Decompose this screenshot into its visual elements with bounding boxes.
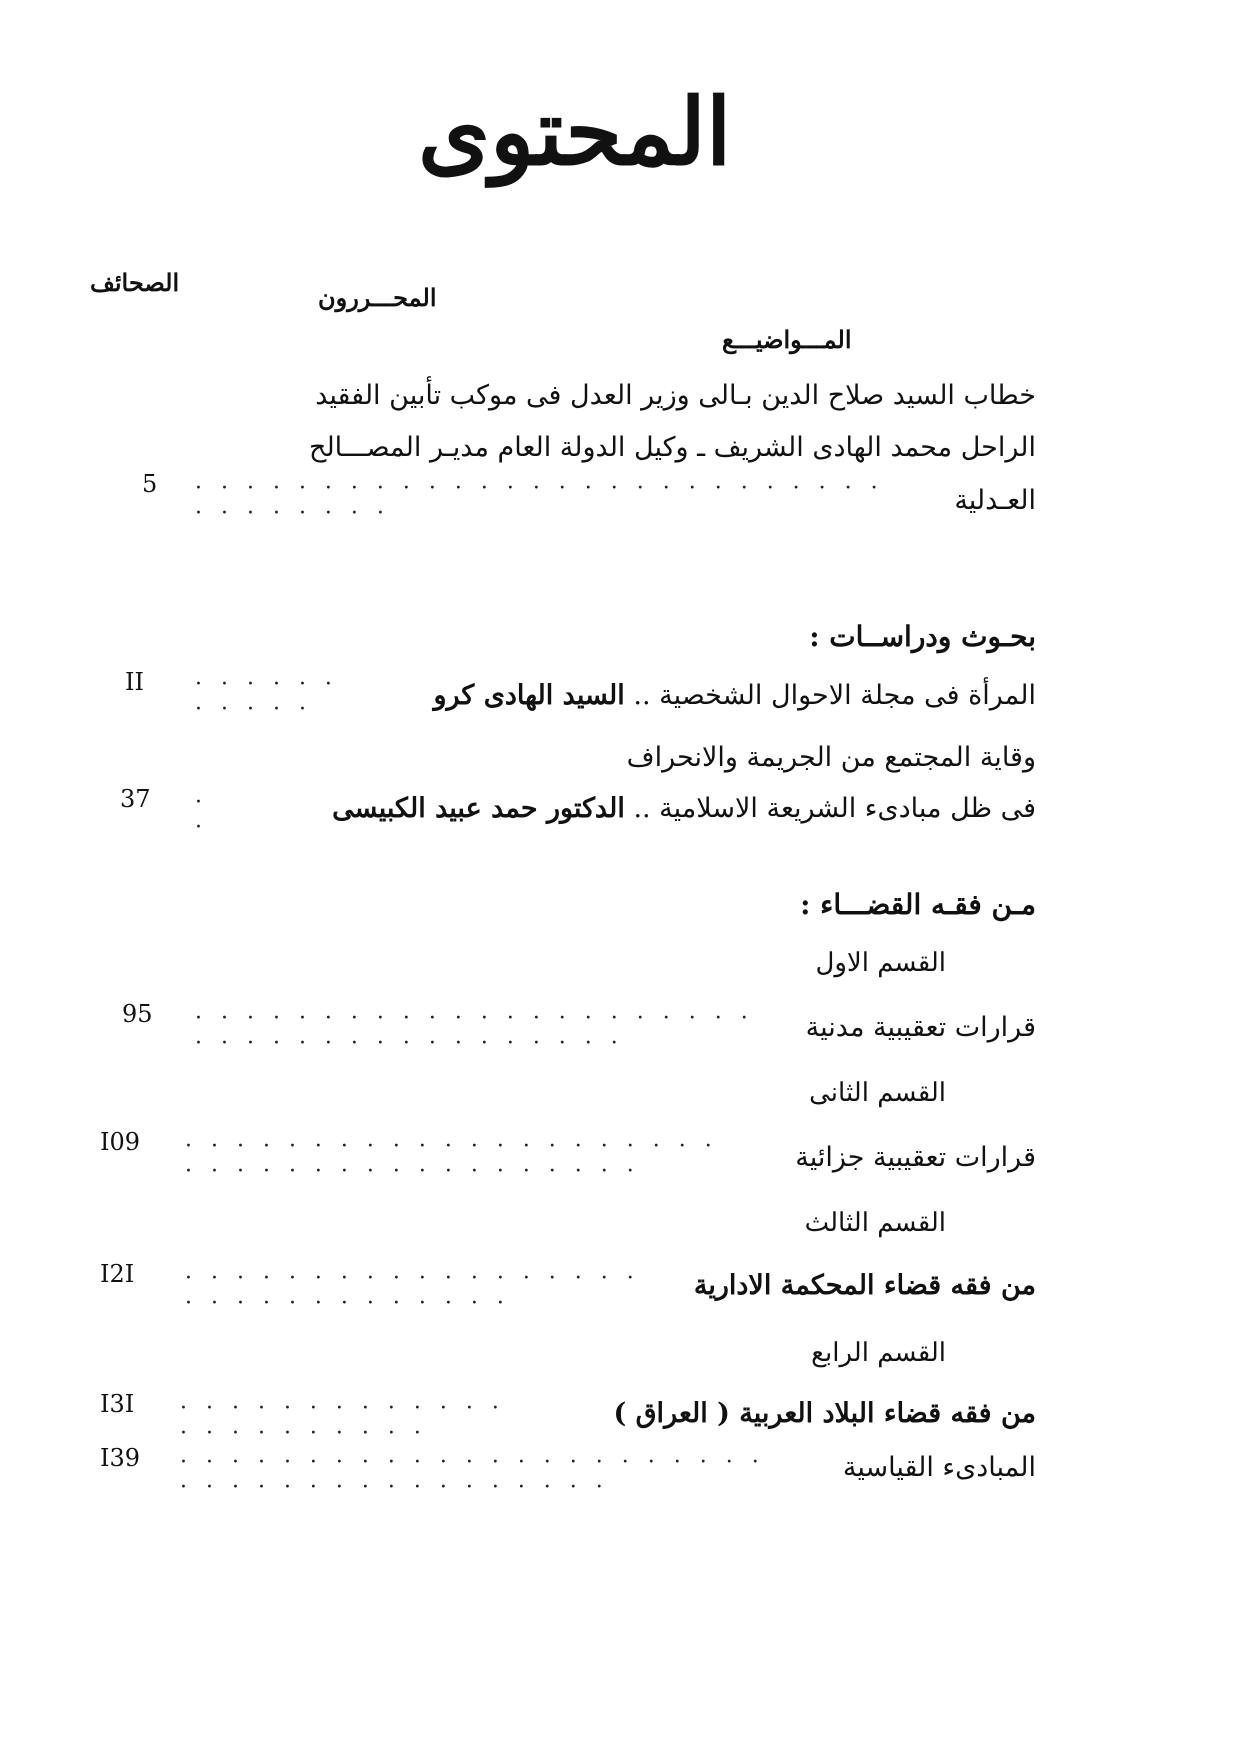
- header-pages: الصحائف: [90, 268, 180, 297]
- section-jurisprudence: مـن فقـه القضـــاء :: [800, 888, 1036, 921]
- part-3-item: من فقه قضاء المحكمة الادارية: [693, 1270, 1036, 1301]
- item-title: المرأة فى مجلة الاحوال الشخصية ..: [633, 680, 1036, 711]
- leader-dots: · · · · · · · · · · · · · · · · · · · · · · · · · · · · · · · · · · · · · · ·: [195, 1006, 754, 1056]
- leader-dots: · · · · · · · · · · · · · · · · · · · · · · · · · · · · · · · · · · · · · · ·: [185, 1134, 718, 1184]
- leader-dots: · ·: [195, 790, 208, 840]
- item-author: السيد الهادى كرو: [433, 680, 625, 711]
- item-author: الدكتور حمد عبيد الكبيسى: [332, 793, 625, 824]
- part-4-label: القسم الرابع: [811, 1338, 946, 1368]
- leader-dots: · · · · · · · · · · · · · · · · · · · · · · · · · · · · · · · · · · ·: [195, 476, 884, 526]
- header-editors: المحـــررون: [318, 283, 437, 312]
- page-number: II: [125, 668, 144, 696]
- leader-dots: · · · · · · · · · · · · · · · · · · · · · · · · · · · · · · ·: [185, 1266, 640, 1316]
- page-number: I39: [100, 1444, 141, 1472]
- intro-line-3: العـدلية: [954, 485, 1036, 516]
- part-4-item: من فقه قضاء البلاد العربية ( العراق ): [613, 1398, 1036, 1429]
- leader-dots: · · · · · · · · · · · · · · · · · · · · · · · · · · · · · · · · · · · · · · · ·: [180, 1450, 765, 1500]
- section-research: بحـوث ودراســات :: [809, 620, 1036, 653]
- part-1-label: القسم الاول: [815, 948, 946, 978]
- intro-line-2: الراحل محمد الهادى الشريف ـ وكيل الدولة العام مديـر المصـــالح: [309, 432, 1036, 463]
- final-item: المبادىء القياسية: [842, 1452, 1036, 1483]
- part-3-label: القسم الثالث: [804, 1208, 946, 1238]
- page-title: المحتوى: [418, 78, 732, 186]
- page-number: 37: [120, 785, 151, 813]
- research-item-2-line-2: [332, 793, 1036, 824]
- leader-dots: · · · · · · · · · · ·: [195, 672, 338, 722]
- research-item-2-line-1: وقاية المجتمع من الجريمة والانحراف: [626, 742, 1036, 773]
- header-topics: المـــواضيـــع: [722, 325, 852, 354]
- part-1-item: قرارات تعقيبية مدنية: [805, 1012, 1036, 1043]
- part-2-label: القسم الثانى: [809, 1078, 946, 1108]
- page-number: 5: [142, 470, 158, 498]
- intro-line-1: خطاب السيد صلاح الدين بـالى وزير العدل فى موكب تأبين الفقيد: [315, 380, 1036, 411]
- leader-dots: · · · · · · · · · · · · · · · · · · · · · · ·: [180, 1396, 505, 1446]
- part-2-item: قرارات تعقيبية جزائية: [795, 1142, 1036, 1173]
- item-title: فى ظل مبادىء الشريعة الاسلامية ..: [633, 793, 1036, 824]
- page-number: I2I: [100, 1260, 135, 1288]
- page-number: I3I: [100, 1390, 135, 1418]
- page-number: I09: [100, 1128, 141, 1156]
- page-number: 95: [122, 1000, 153, 1028]
- research-item-1: [434, 680, 1037, 711]
